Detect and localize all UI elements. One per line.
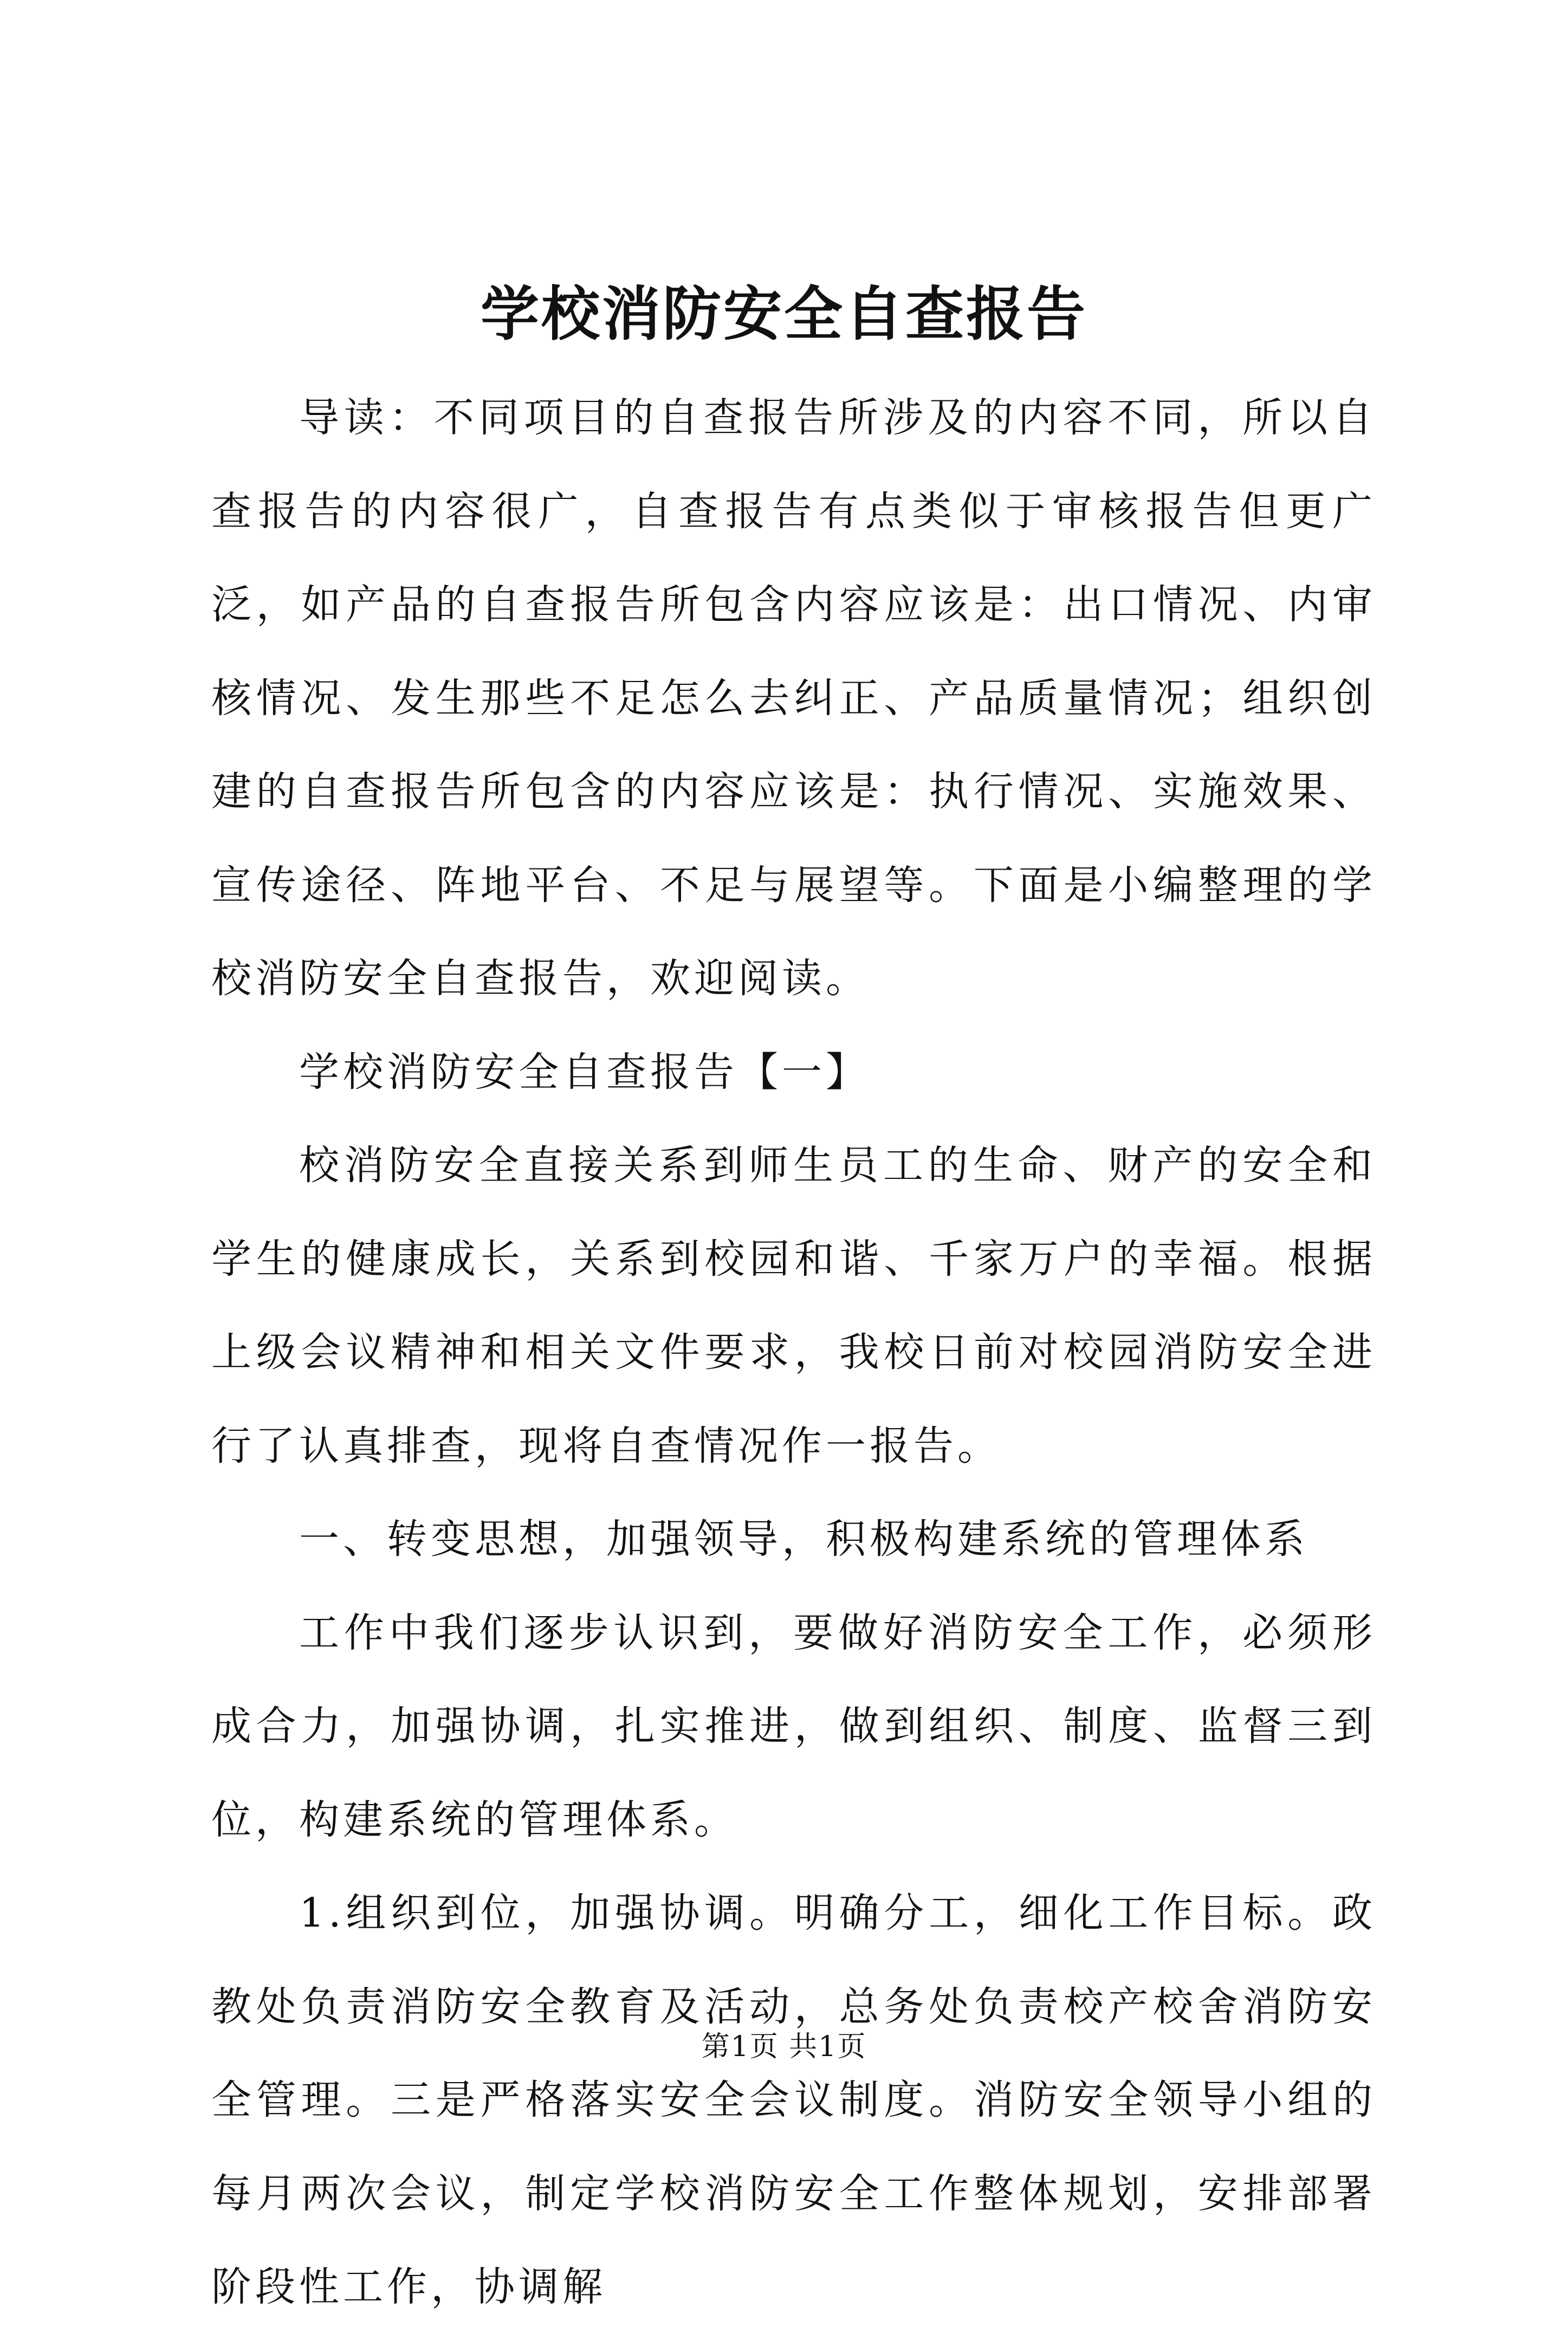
subsection-heading: 一、转变思想，加强领导，积极构建系统的管理体系: [299, 1516, 1308, 1563]
intro-paragraph: 导读：不同项目的自查报告所涉及的内容不同，所以自查报告的内容很广，自查报告有点类似于审核报告但更广泛，如产品的自查报告所包含内容应该是：出口情况、内审核情况、发生那些不足怎么去纠正、产品质量情况；组织创建的自查报告所包含的内容应该是：执行情况、实施效果、宣传途径、阵地平台、不足与展望等。下面是小编整理的学校消防安全自查报告，欢迎阅读。: [211, 394, 1376, 1002]
body-paragraph: 工作中我们逐步认识到，要做好消防安全工作，必须形成合力，加强协调，扎实推进，做到组织、制度、监督三到位，构建系统的管理体系。: [211, 1609, 1376, 1843]
page-footer: 第1页 共1页: [701, 2031, 867, 2063]
document-title: 学校消防安全自查报告: [480, 280, 1087, 348]
section-heading: 学校消防安全自查报告【一】: [299, 1048, 870, 1095]
body-paragraph: 1.组织到位，加强协调。明确分工，细化工作目标。政教处负责消防安全教育及活动，总务处负责校产校舍消防安全管理。三是严格落实安全会议制度。消防安全领导小组的每月两次会议，制定学校消防安全工作整体规划，安排部署阶段性工作，协调解: [211, 1890, 1376, 2310]
body-paragraph: 校消防安全直接关系到师生员工的生命、财产的安全和学生的健康成长，关系到校园和谐、千家万户的幸福。根据上级会议精神和相关文件要求，我校日前对校园消防安全进行了认真排查，现将自查情况作一报告。: [211, 1142, 1376, 1469]
